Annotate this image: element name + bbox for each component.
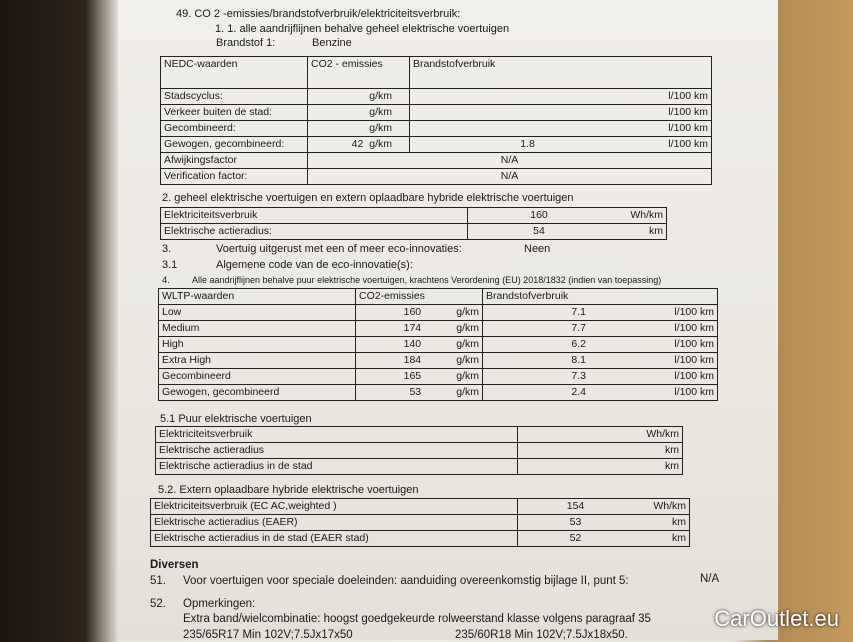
section-51-title: 5.1 Puur elektrische voertuigen — [160, 413, 312, 425]
table-row: Gecombineerd 165 g/km 7.3 l/100 km — [159, 369, 718, 385]
table-row: Gecombineerd: g/km l/100 km — [161, 121, 712, 137]
section-4-text: Alle aandrijflijnen behalve puur elektrische voertuigen, krachtens Verordening (EU) 2018/1832 (indien van toepassing) — [192, 275, 662, 285]
section-49-title: 49. CO 2 -emissies/brandstofverbruik/elektriciteitsverbruik: — [176, 8, 461, 20]
caroutlet-watermark: CarOutlet.eu — [714, 606, 839, 631]
section-31-num: 3.1 — [162, 259, 178, 271]
nedc-header-fuel: Brandstofverbruik — [410, 57, 712, 89]
section-4-num: 4. — [162, 275, 170, 286]
section-31-text: Algemene code van de eco-innovatie(s): — [216, 259, 413, 271]
item-52-num: 52. — [150, 598, 166, 610]
table-row: Gewogen, gecombineerd: 42 g/km 1.8 l/100 km — [161, 137, 712, 153]
table-row: Elektrische actieradius: 54 km — [161, 224, 667, 240]
table-row: High 140 g/km 6.2 l/100 km — [159, 337, 718, 353]
item-51-num: 51. — [150, 575, 166, 587]
wltp-table — [158, 288, 718, 401]
table-row: Extra High 184 g/km 8.1 l/100 km — [159, 353, 718, 369]
remark-line-2a: 235/65R17 Min 102V;7.5Jx17x50 — [183, 629, 353, 641]
table-row: Afwijkingsfactor N/A — [161, 153, 712, 169]
section-49-subtitle: 1. 1. alle aandrijflijnen behalve geheel elektrische voertuigen — [215, 23, 510, 35]
wltp-header-row: WLTP-waarden CO2-emissies Brandstofverbruik — [159, 289, 718, 305]
section-52-title: 5.2. Extern oplaadbare hybride elektrische voertuigen — [158, 484, 419, 496]
table-row: Stadscyclus: g/km l/100 km — [161, 89, 712, 105]
nedc-header-label: NEDC-waarden — [161, 57, 308, 89]
table-row: Elektrische actieradius km — [156, 443, 683, 459]
table-row: Elektriciteitsverbruik (EC AC,weighted ) 154 Wh/km — [151, 499, 690, 515]
item-51-text: Voor voertuigen voor speciale doeleinden: aanduiding overeenkomstig bijlage II, punt 5: — [183, 575, 629, 587]
section-3-text: Voertuig uitgerust met een of meer eco-innovaties: — [216, 243, 462, 255]
fuel-value: Benzine — [312, 37, 352, 49]
table-row: Elektrische actieradius in de stad km — [156, 459, 683, 475]
item-52-text: Opmerkingen: — [183, 598, 256, 610]
table-row: Elektrische actieradius (EAER) 53 km — [151, 515, 690, 531]
table-row: Medium 174 g/km 7.7 l/100 km — [159, 321, 718, 337]
diversen-title: Diversen — [150, 559, 199, 571]
fuel-label: Brandstof 1: — [216, 37, 276, 49]
remark-line-1: Extra band/wielcombinatie: hoogst goedgekeurde rolweerstand klasse volgens paragraaf 35 — [183, 613, 651, 625]
remark-line-2b: 235/60R18 Min 102V;7.5Jx18x50. — [455, 629, 628, 641]
section-51-table — [155, 426, 683, 475]
table-row: Elektrische actieradius in de stad (EAER stad) 52 km — [151, 531, 690, 547]
item-51-value: N/A — [700, 573, 720, 585]
table-row: Gewogen, gecombineerd 53 g/km 2.4 l/100 km — [159, 385, 718, 401]
table-row: Verkeer buiten de stad: g/km l/100 km — [161, 105, 712, 121]
table-row: Elektriciteitsverbruik Wh/km — [156, 427, 683, 443]
section-52-table — [150, 498, 690, 547]
nedc-header-co2: CO2 - emissies — [308, 57, 410, 89]
table-row: Elektriciteitsverbruik 160 Wh/km — [161, 208, 667, 224]
section-2-table — [160, 207, 667, 240]
table-row: Verification factor: N/A — [161, 169, 712, 185]
table-row: Low 160 g/km 7.1 l/100 km — [159, 305, 718, 321]
nedc-table — [160, 56, 712, 185]
section-2-title: 2. geheel elektrische voertuigen en extern oplaadbare hybride elektrische voertuigen — [162, 192, 574, 204]
section-3-num: 3. — [162, 243, 172, 255]
section-3-value: Neen — [524, 243, 551, 255]
